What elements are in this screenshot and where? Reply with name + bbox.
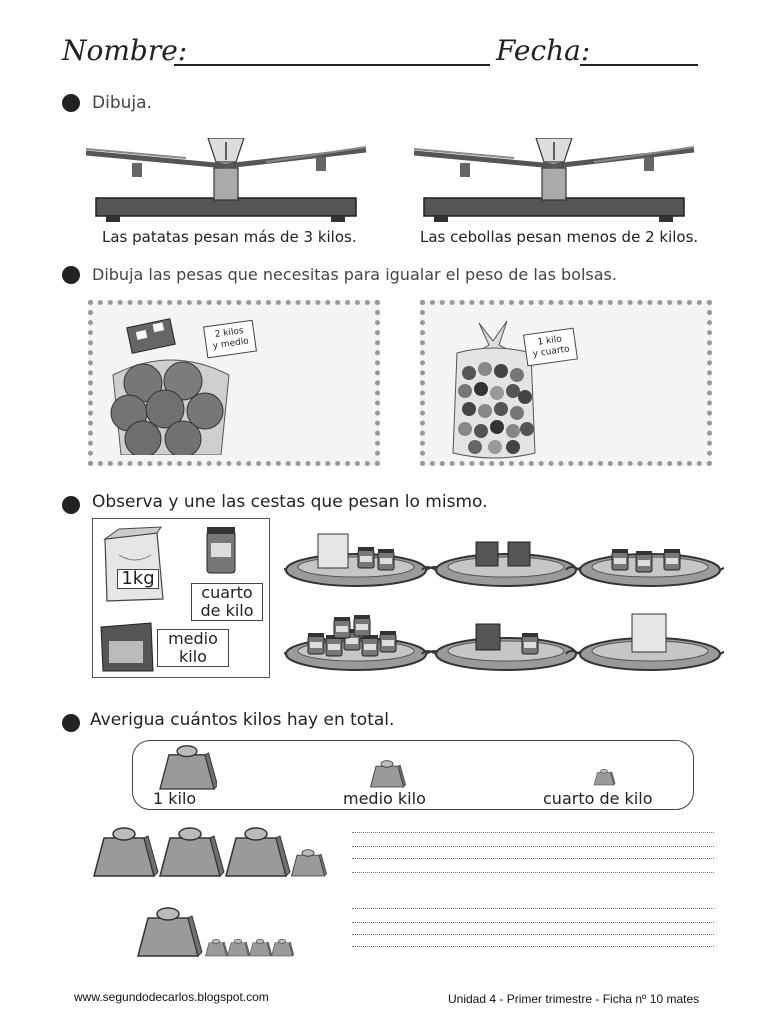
tag-line: y medio — [212, 336, 250, 352]
bullet-icon — [62, 266, 80, 284]
basket-2[interactable] — [422, 542, 590, 586]
answer-line[interactable] — [352, 872, 714, 873]
basket-4[interactable] — [284, 615, 440, 670]
basket-5[interactable] — [422, 624, 590, 670]
answer-line[interactable] — [352, 922, 714, 923]
label-line: de kilo — [200, 601, 254, 620]
instruction-weights: Dibuja las pesas que necesitas para igualar el peso de las bolsas. — [92, 265, 617, 284]
answer-line[interactable] — [352, 858, 714, 859]
label-1kg: 1kg — [117, 569, 159, 589]
answer-line[interactable] — [352, 846, 714, 847]
instruction-total: Averigua cuántos kilos hay en total. — [90, 710, 395, 730]
drawing-frame-potatoes[interactable] — [88, 300, 380, 466]
drawing-frame-onions[interactable] — [420, 300, 712, 466]
date-label: Fecha: — [496, 34, 591, 67]
basket-6[interactable] — [566, 614, 724, 670]
caption-onions: Las cebollas pesan menos de 2 kilos. — [420, 228, 699, 246]
weight-label-half: medio kilo — [343, 789, 426, 808]
half-kilo-bag-icon — [97, 615, 157, 675]
caption-potatoes: Las patatas pesan más de 3 kilos. — [102, 228, 357, 246]
bullet-icon — [62, 714, 80, 732]
weights-legend — [92, 518, 270, 678]
date-field[interactable] — [580, 64, 698, 66]
weight-quarter-kilo-icon — [591, 763, 617, 787]
jar-icon — [201, 521, 241, 577]
label-line: cuarto — [201, 583, 253, 602]
weight-half-kilo-icon — [367, 755, 407, 789]
tag-line: 1 kilo — [536, 334, 563, 348]
label-line: medio — [168, 629, 218, 648]
weights-to-add — [88, 814, 348, 964]
bullet-icon — [62, 94, 80, 112]
bullet-icon — [62, 496, 80, 514]
weight-tag-onions — [523, 328, 578, 367]
footer-unit: Unidad 4 - Primer trimestre - Ficha nº 10 mates — [448, 992, 700, 1006]
basket-1[interactable] — [284, 534, 440, 586]
label-line: kilo — [179, 647, 207, 666]
basket-3[interactable] — [566, 549, 724, 586]
instruction-match: Observa y une las cestas que pesan lo mismo. — [92, 492, 488, 512]
answer-line[interactable] — [352, 934, 714, 935]
flour-bag-icon — [99, 525, 167, 603]
instruction-draw: Dibuja. — [92, 93, 152, 113]
weight-1kg-icon — [157, 745, 217, 791]
name-label: Nombre: — [62, 34, 188, 67]
label-quarter-kilo — [191, 583, 263, 621]
weight-label-quarter: cuarto de kilo — [543, 789, 653, 808]
scale-left-icon — [86, 138, 376, 228]
footer-url: www.segundodecarlos.blogspot.com — [74, 990, 269, 1004]
tag-line: 2 kilos — [214, 326, 245, 341]
answer-line[interactable] — [352, 832, 714, 833]
answer-line[interactable] — [352, 946, 714, 947]
name-field[interactable] — [174, 64, 490, 66]
scale-right-icon — [414, 138, 704, 228]
answer-line[interactable] — [352, 908, 714, 909]
weight-tag-potatoes — [203, 320, 257, 359]
weights-key — [132, 740, 694, 810]
tag-line: y cuarto — [532, 344, 571, 360]
weight-label-1kg: 1 kilo — [153, 789, 197, 808]
baskets-area — [284, 522, 724, 684]
label-half-kilo — [157, 629, 229, 667]
